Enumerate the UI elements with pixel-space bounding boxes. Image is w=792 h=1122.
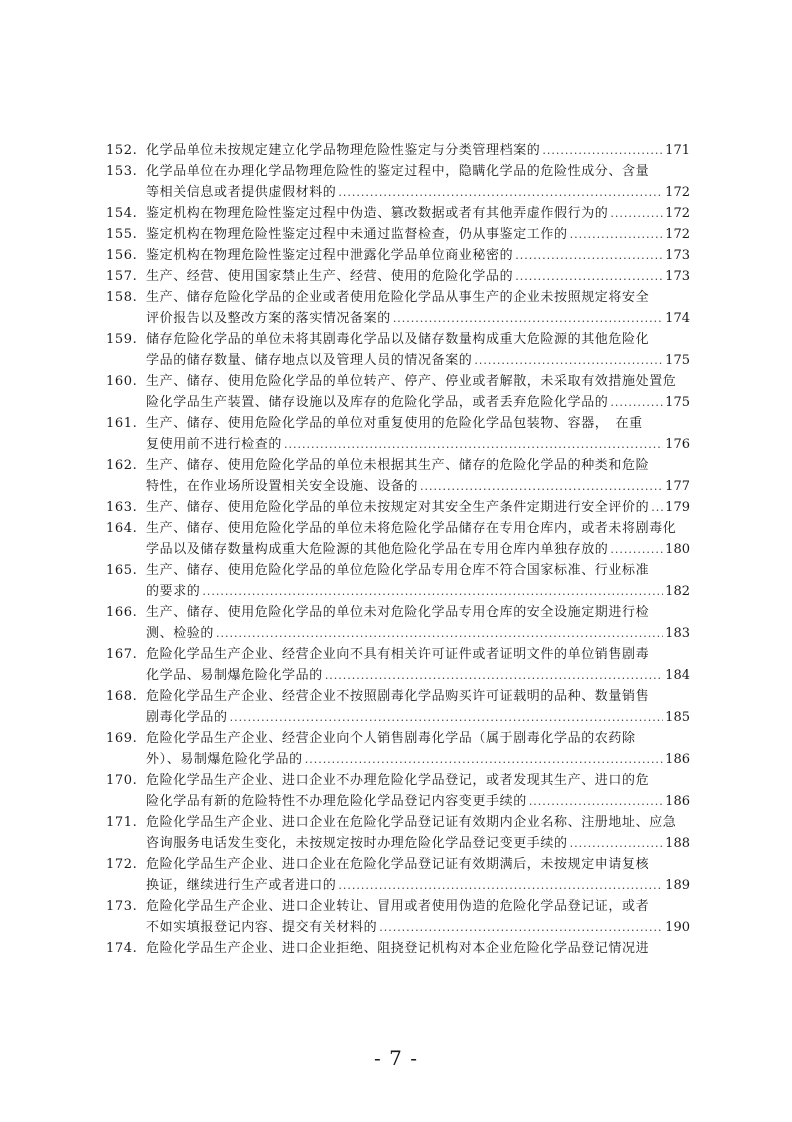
toc-entry xyxy=(106,140,690,161)
toc-entry-text: 剧毒化学品的 xyxy=(146,710,228,725)
toc-entry-text: 危险化学品生产企业、经营企业向个人销售剧毒化学品（属于剧毒化学品的农药除 xyxy=(146,731,636,746)
toc-entry-text: 学品以及储存数量构成重大危险源的其他危险化学品在专用仓库内单独存放的 xyxy=(146,542,609,557)
dot-leader xyxy=(542,140,663,161)
toc-entry-text: 生产、储存、使用危险化学品的单位对重复使用的危险化学品包装物、容器， 在重 xyxy=(146,416,643,431)
toc-entry-number: 173. xyxy=(106,899,138,914)
toc-entry xyxy=(106,245,690,266)
toc-entry-text: 的要求的 xyxy=(146,584,201,599)
table-of-contents xyxy=(106,140,690,959)
toc-entry xyxy=(106,413,690,455)
toc-entry-text: 不如实填报登记内容、提交有关材料的 xyxy=(146,920,378,935)
toc-page-number: 173 xyxy=(665,248,690,263)
toc-entry xyxy=(106,644,690,686)
toc-page-number: 180 xyxy=(665,542,690,557)
dot-leader xyxy=(515,266,663,287)
toc-page-number: 175 xyxy=(665,395,690,410)
dot-leader xyxy=(420,476,663,497)
toc-page-number: 172 xyxy=(665,206,690,221)
toc-entry-text: 危险化学品生产企业、进口企业拒绝、阻挠登记机构对本企业危险化学品登记情况进 xyxy=(146,941,650,956)
dot-leader xyxy=(393,308,663,329)
toc-entry xyxy=(106,812,690,854)
page-number: - 7 - xyxy=(374,1046,418,1070)
toc-entry-text: 外）、易制爆危险化学品的 xyxy=(146,752,303,767)
toc-entry-number: 167. xyxy=(106,647,138,662)
toc-entry-text: 化学品单位未按规定建立化学品物理危险性鉴定与分类管理档案的 xyxy=(146,143,541,158)
toc-entry-number: 168. xyxy=(106,689,138,704)
dot-leader xyxy=(284,434,663,455)
toc-entry-number: 161. xyxy=(106,416,138,431)
toc-entry-number: 155. xyxy=(106,227,138,242)
dot-leader xyxy=(338,182,663,203)
toc-entry-text: 险化学品生产装置、储存设施以及库存的危险化学品，或者丢弃危险化学品的 xyxy=(146,395,609,410)
dot-leader xyxy=(379,917,663,938)
toc-entry-number: 152. xyxy=(106,143,138,158)
toc-entry-text: 鉴定机构在物理危险性鉴定过程中泄露化学品单位商业秘密的 xyxy=(146,248,514,263)
toc-page-number: 182 xyxy=(665,584,690,599)
toc-entry-number: 153. xyxy=(106,164,138,179)
toc-entry-number: 157. xyxy=(106,269,138,284)
toc-entry-text: 测、检验的 xyxy=(146,626,215,641)
toc-entry-number: 171. xyxy=(106,815,138,830)
toc-page-number: 172 xyxy=(665,185,690,200)
toc-entry-number: 170. xyxy=(106,773,138,788)
toc-page-number: 177 xyxy=(665,479,690,494)
toc-entry-text: 危险化学品生产企业、经营企业向不具有相关许可证件或者证明文件的单位销售剧毒 xyxy=(146,647,650,662)
toc-entry-text: 生产、储存、使用危险化学品的单位未按规定对其安全生产条件定期进行安全评价的 xyxy=(146,500,650,515)
toc-entry xyxy=(106,371,690,413)
toc-entry-text: 生产、储存危险化学品的企业或者使用危险化学品从事生产的企业未按照规定将安全 xyxy=(146,290,650,305)
toc-entry-text: 储存危险化学品的单位未将其剧毒化学品以及储存数量构成重大危险源的其他危险化 xyxy=(146,332,650,347)
toc-entry-number: 172. xyxy=(106,857,138,872)
dot-leader xyxy=(570,833,664,854)
toc-page-number: 184 xyxy=(665,668,690,683)
toc-entry xyxy=(106,266,690,287)
toc-entry-text: 化学品、易制爆危险化学品的 xyxy=(146,668,323,683)
toc-entry-text: 危险化学品生产企业、进口企业在危险化学品登记证有效期内企业名称、注册地址、应急 xyxy=(146,815,677,830)
toc-page-number: 185 xyxy=(665,710,690,725)
dot-leader xyxy=(305,749,663,770)
toc-page-number: 186 xyxy=(665,752,690,767)
toc-entry-text: 等相关信息或者提供虚假材料的 xyxy=(146,185,337,200)
toc-entry xyxy=(106,161,690,203)
toc-entry-number: 158. xyxy=(106,290,138,305)
toc-entry-text: 鉴定机构在物理危险性鉴定过程中伪造、篡改数据或者有其他弄虚作假行为的 xyxy=(146,206,609,221)
toc-entry-number: 163. xyxy=(106,500,138,515)
toc-entry-text: 咨询服务电话发生变化，未按规定按时办理危险化学品登记变更手续的 xyxy=(146,836,568,851)
toc-page-number: 172 xyxy=(665,227,690,242)
toc-page-number: 190 xyxy=(665,920,690,935)
toc-page-number: 183 xyxy=(665,626,690,641)
toc-entry-text: 险化学品有新的危险特性不办理危险化学品登记内容变更手续的 xyxy=(146,794,527,809)
toc-entry-text: 危险化学品生产企业、经营企业不按照剧毒化学品购买许可证载明的品种、数量销售 xyxy=(146,689,650,704)
dot-leader xyxy=(202,581,663,602)
dot-leader xyxy=(570,224,664,245)
toc-entry-number: 160. xyxy=(106,374,138,389)
dot-leader xyxy=(610,539,663,560)
toc-entry-text: 评价报告以及整改方案的落实情况备案的 xyxy=(146,311,391,326)
toc-entry-text: 换证，继续进行生产或者进口的 xyxy=(146,878,337,893)
dot-leader xyxy=(230,707,664,728)
toc-entry xyxy=(106,938,690,959)
dot-leader xyxy=(474,350,663,371)
dot-leader xyxy=(216,623,663,644)
toc-entry xyxy=(106,560,690,602)
toc-page-number: 173 xyxy=(665,269,690,284)
toc-page-number: 171 xyxy=(665,143,690,158)
toc-entry xyxy=(106,497,690,518)
dot-leader xyxy=(529,791,663,812)
toc-entry xyxy=(106,224,690,245)
toc-entry-number: 164. xyxy=(106,521,138,536)
toc-entry-text: 危险化学品生产企业、进口企业在危险化学品登记证有效期满后，未按规定申请复核 xyxy=(146,857,650,872)
toc-entry-number: 154. xyxy=(106,206,138,221)
toc-entry xyxy=(106,203,690,224)
toc-page-number: 189 xyxy=(665,878,690,893)
toc-entry xyxy=(106,602,690,644)
toc-entry xyxy=(106,287,690,329)
toc-entry xyxy=(106,728,690,770)
toc-entry-number: 165. xyxy=(106,563,138,578)
toc-entry-number: 159. xyxy=(106,332,138,347)
dot-leader xyxy=(610,392,663,413)
toc-entry xyxy=(106,854,690,896)
toc-page-number: 174 xyxy=(665,311,690,326)
toc-entry-text: 复使用前不进行检查的 xyxy=(146,437,283,452)
toc-entry-text: 生产、经营、使用国家禁止生产、经营、使用的危险化学品的 xyxy=(146,269,514,284)
toc-entry-number: 169. xyxy=(106,731,138,746)
toc-entry-text: 危险化学品生产企业、进口企业转让、冒用或者使用伪造的危险化学品登记证，或者 xyxy=(146,899,650,914)
toc-page-number: 186 xyxy=(665,794,690,809)
toc-entry xyxy=(106,329,690,371)
dot-leader xyxy=(325,665,663,686)
toc-page-number: 175 xyxy=(665,353,690,368)
toc-page-number: 179 xyxy=(665,500,690,515)
toc-entry-text: 危险化学品生产企业、进口企业不办理危险化学品登记，或者发现其生产、进口的危 xyxy=(146,773,650,788)
toc-entry-text: 生产、储存、使用危险化学品的单位危险化学品专用仓库不符合国家标准、行业标准 xyxy=(146,563,650,578)
toc-entry xyxy=(106,770,690,812)
dot-leader xyxy=(651,497,663,518)
toc-entry-text: 化学品单位在办理化学品物理危险性的鉴定过程中，隐瞒化学品的危险性成分、含量 xyxy=(146,164,650,179)
dot-leader xyxy=(515,245,663,266)
toc-page-number: 188 xyxy=(665,836,690,851)
toc-entry-number: 174. xyxy=(106,941,138,956)
dot-leader xyxy=(338,875,663,896)
toc-entry-text: 生产、储存、使用危险化学品的单位转产、停产、停业或者解散，未采取有效措施处置危 xyxy=(146,374,677,389)
toc-entry-text: 生产、储存、使用危险化学品的单位未将危险化学品储存在专用仓库内，或者未将剧毒化 xyxy=(146,521,677,536)
toc-entry-text: 生产、储存、使用危险化学品的单位未对危险化学品专用仓库的安全设施定期进行检 xyxy=(146,605,650,620)
toc-entry-text: 特性，在作业场所设置相关安全设施、设备的 xyxy=(146,479,419,494)
toc-page-number: 176 xyxy=(665,437,690,452)
toc-entry-text: 生产、储存、使用危险化学品的单位未根据其生产、储存的危险化学品的种类和危险 xyxy=(146,458,650,473)
toc-entry xyxy=(106,686,690,728)
toc-entry-text: 鉴定机构在物理危险性鉴定过程中未通过监督检查，仍从事鉴定工作的 xyxy=(146,227,568,242)
toc-entry xyxy=(106,518,690,560)
toc-entry-number: 162. xyxy=(106,458,138,473)
dot-leader xyxy=(610,203,663,224)
toc-entry-number: 156. xyxy=(106,248,138,263)
toc-entry xyxy=(106,896,690,938)
toc-entry xyxy=(106,455,690,497)
toc-entry-number: 166. xyxy=(106,605,138,620)
toc-entry-text: 学品的储存数量、储存地点以及管理人员的情况备案的 xyxy=(146,353,473,368)
